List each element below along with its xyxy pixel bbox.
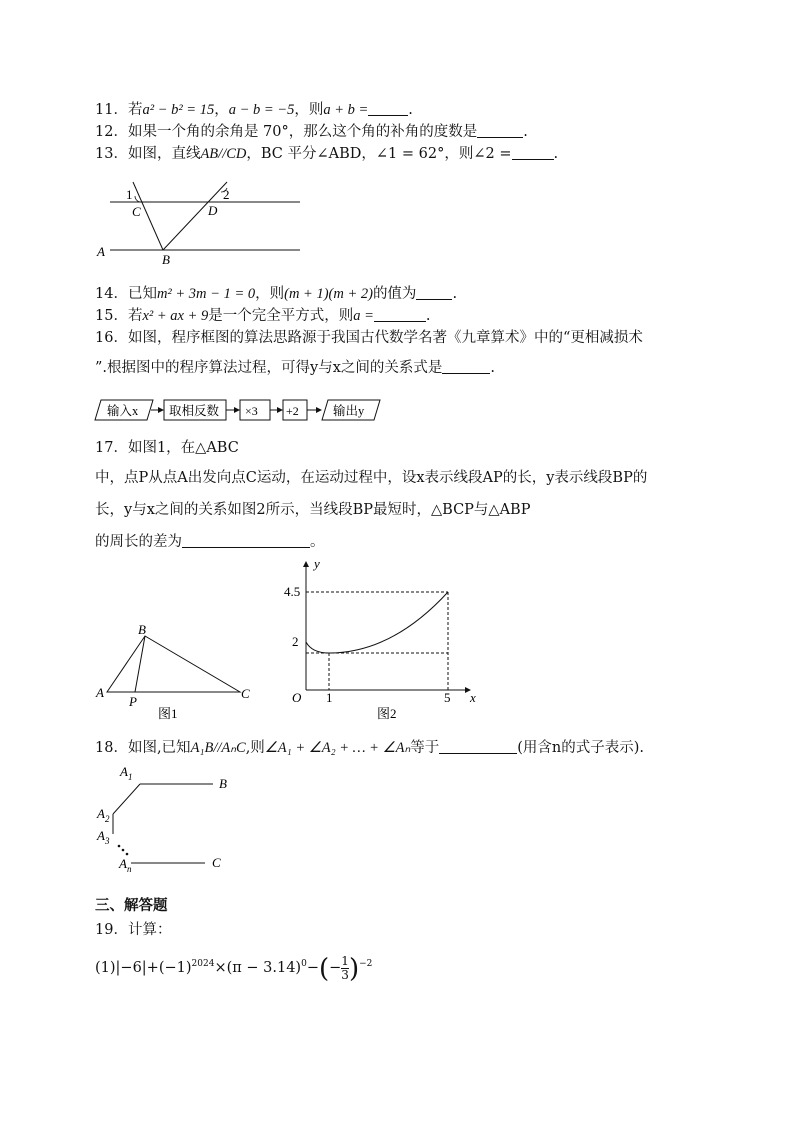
question-13: 13．如图，直线AB//CD，BC 平分∠ABD，∠1 = 62°，则∠2 = .: [95, 146, 559, 162]
answer-blank[interactable]: [416, 285, 452, 300]
figure-17-1: [95, 622, 265, 722]
answer-blank[interactable]: [512, 145, 554, 160]
answer-blank[interactable]: [442, 359, 490, 374]
tick-1: 1: [326, 690, 333, 705]
flow-step3-label: +2: [286, 404, 299, 418]
flow-step1-label: 取相反数: [169, 404, 220, 418]
question-17-line1: 17．如图1，在△ABC: [95, 440, 239, 456]
segment-a1a2: [113, 784, 140, 814]
question-15: 15．若x² + ax + 9是一个完全平方式，则a = .: [95, 308, 431, 324]
figure-18: [95, 762, 245, 882]
flow-input-label: 输入x: [107, 404, 139, 418]
figure-13: [95, 170, 335, 270]
label-c: C: [212, 855, 221, 870]
question-18: 18．如图,已知A₁B//AₙC,则∠A₁ + ∠A₂ + … + ∠Aₙ等于 (用含n的式子表示).: [95, 740, 644, 756]
question-19-part1: $(1)|-6|+(-1)^{2024}\times(\pi - 3.14)^0-(-$ $\frac{1}{3}$ )$^{-2}$: [95, 953, 373, 984]
program-flowchart: [95, 398, 395, 424]
flow-output-label: 输出y: [333, 404, 365, 418]
label-p: P: [129, 694, 137, 709]
question-16-line1: 16．如图，程序框图的算法思路源于我国古代数学名著《九章算术》中的“更相减损术: [95, 330, 643, 346]
question-17-line2: 中，点P从点A出发向点C运动，在运动过程中，设x表示线段AP的长，y表示线段BP的: [95, 470, 648, 486]
label-a1: $A_1$: [120, 764, 133, 782]
triangle-abc: [107, 636, 240, 692]
label-b: B: [219, 776, 227, 791]
label-d: D: [208, 203, 218, 218]
tick-5: 5: [444, 690, 451, 705]
label-a3: $A_3$: [97, 828, 110, 846]
answer-blank[interactable]: [439, 739, 517, 754]
question-17-line4: 的周长的差为 。: [95, 534, 325, 550]
question-17-line3: 长，y与x之间的关系如图2所示，当线段BP最短时，△BCP与△ABP: [95, 502, 531, 518]
answer-blank[interactable]: [182, 533, 310, 548]
label-an: $A_n$: [119, 856, 132, 874]
tick-2: 2: [292, 634, 299, 649]
curve-y: [306, 592, 448, 653]
question-19-title: 19．计算：: [95, 922, 172, 938]
answer-blank[interactable]: [368, 101, 408, 116]
label-2: 2: [223, 187, 230, 202]
label-c: C: [132, 204, 141, 219]
question-16-line2: ”.根据图中的程序算法过程，可得y与x之间的关系式是 .: [95, 360, 495, 376]
label-origin: O: [292, 690, 302, 705]
question-14: 14．已知m² + 3m − 1 = 0，则(m + 1)(m + 2)的值为 .: [95, 286, 458, 302]
figure-17-2: [282, 556, 482, 721]
question-11: 11．若a² − b² = 15，a − b = −5，则a + b = .: [95, 102, 413, 118]
label-x: x: [470, 690, 476, 705]
label-a2: $A_2$: [97, 806, 110, 824]
caption-fig1: 图1: [158, 706, 178, 721]
label-1: 1: [126, 187, 133, 202]
label-b: B: [138, 622, 146, 637]
section-3-title: 三、解答题: [95, 897, 168, 914]
segment-bp: [135, 636, 145, 692]
answer-blank[interactable]: [477, 123, 523, 138]
line-bd: [163, 182, 227, 250]
question-12: 12．如果一个角的余角是 70°，那么这个角的补角的度数是 .: [95, 124, 528, 140]
label-y: y: [314, 556, 320, 571]
label-b: B: [162, 252, 170, 267]
flow-step2-label: ×3: [245, 404, 258, 418]
label-a: A: [97, 244, 105, 259]
caption-fig2: 图2: [377, 706, 397, 721]
label-c: C: [241, 686, 250, 701]
answer-blank[interactable]: [374, 307, 426, 322]
label-a: A: [96, 685, 104, 700]
tick-4-5: 4.5: [284, 584, 301, 599]
